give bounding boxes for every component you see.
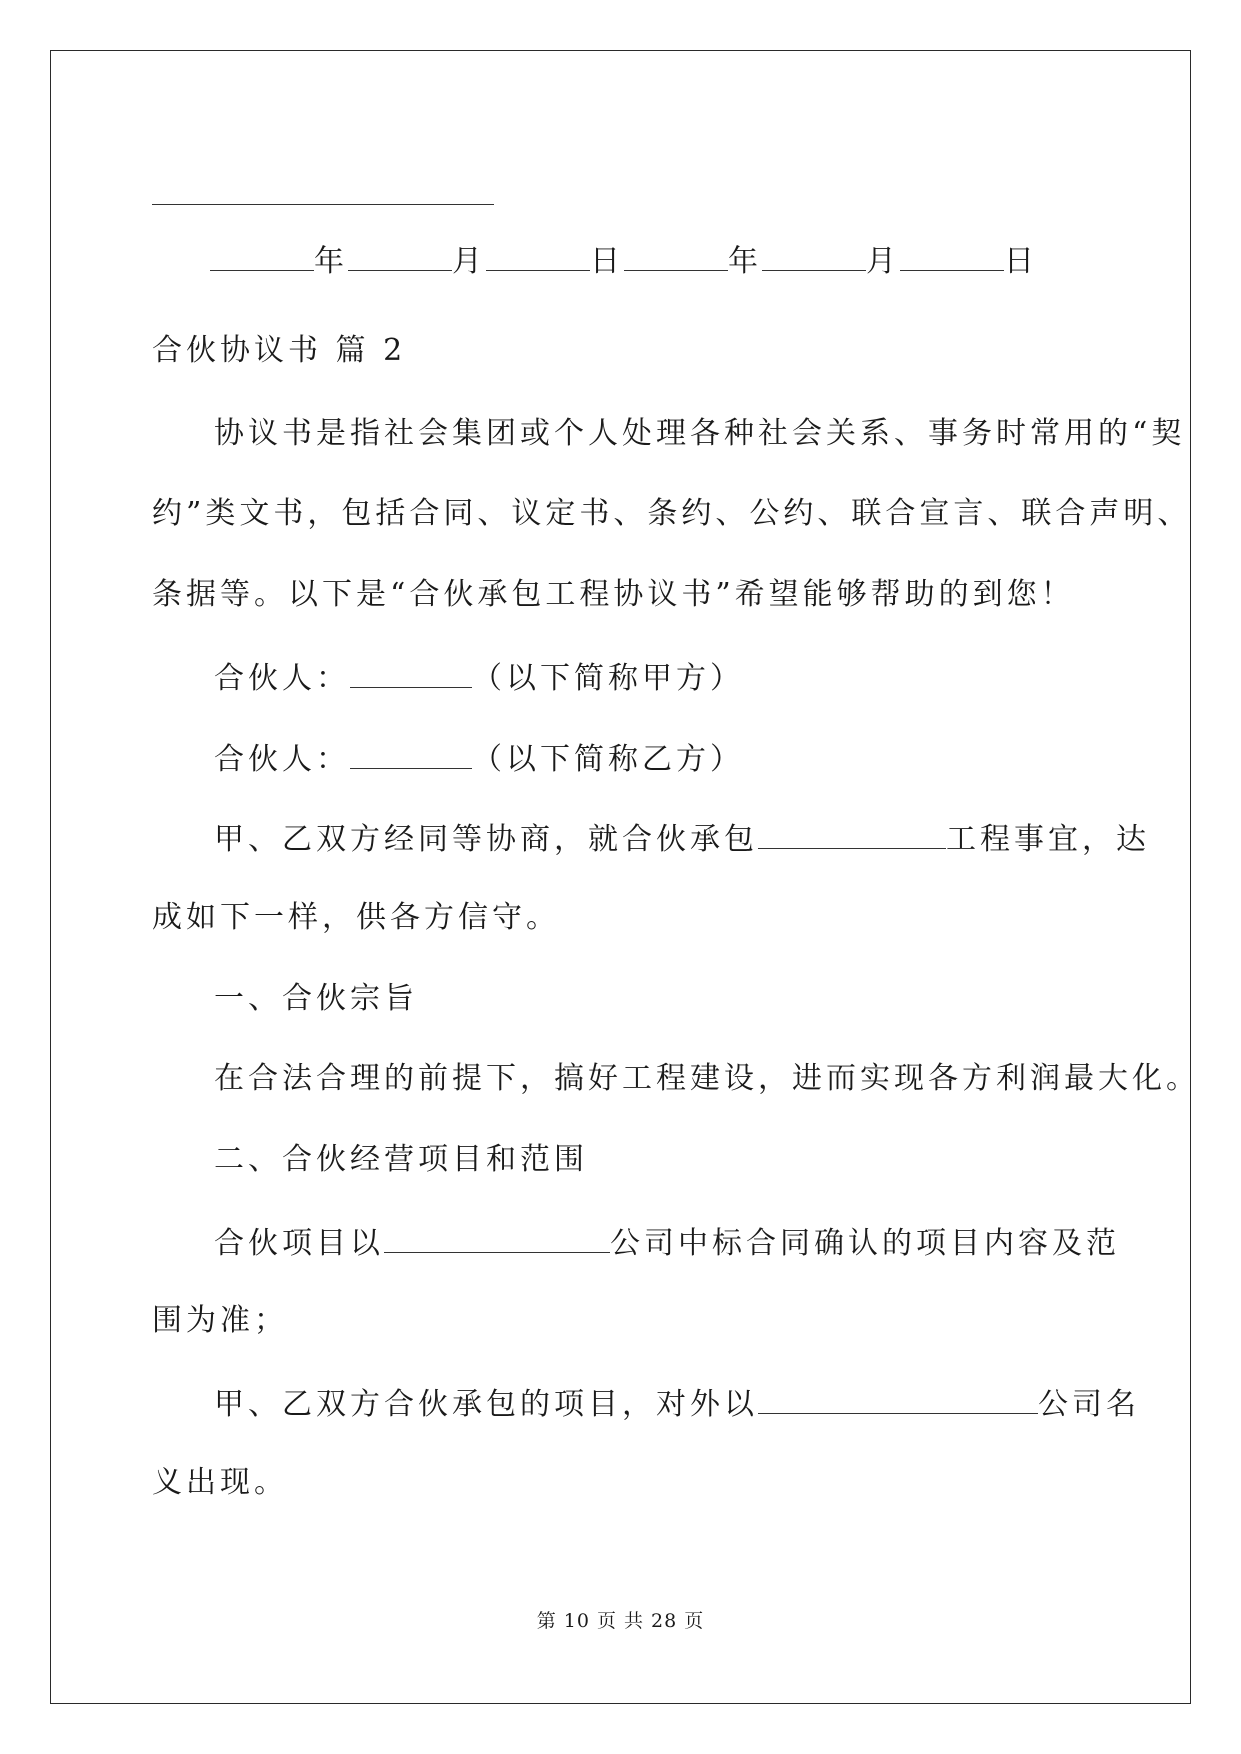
scope-text: 合伙项目以 bbox=[214, 1226, 384, 1261]
partner-a-blank bbox=[350, 661, 472, 688]
blank-month-1 bbox=[348, 244, 452, 271]
agreement-text: 工程事宜，达 bbox=[946, 822, 1150, 857]
date-month-label: 月 bbox=[452, 244, 486, 279]
external-line: 义出现。 bbox=[152, 1465, 288, 1500]
date-year-label: 年 bbox=[314, 244, 348, 279]
external-company-blank bbox=[758, 1387, 1038, 1414]
project-name-blank bbox=[758, 822, 946, 849]
signature-blank-line bbox=[152, 204, 494, 205]
blank-day-1 bbox=[486, 244, 590, 271]
external-text: 公司名 bbox=[1038, 1387, 1140, 1422]
partner-a-suffix: （以下简称甲方） bbox=[472, 661, 744, 696]
scope-line: 围为准； bbox=[152, 1303, 288, 1338]
company-name-blank bbox=[384, 1226, 610, 1253]
intro-paragraph-line: 协议书是指社会集团或个人处理各种社会关系、事务时常用的“契 bbox=[214, 416, 1186, 451]
purpose-text: 在合法合理的前提下，搞好工程建设，进而实现各方利润最大化。 bbox=[214, 1061, 1200, 1096]
partner-a-line bbox=[214, 661, 744, 694]
page-border bbox=[50, 50, 1191, 1704]
agreement-line: 成如下一样，供各方信守。 bbox=[152, 900, 560, 935]
agreement-line bbox=[214, 822, 1150, 855]
date-day-label: 日 bbox=[1004, 244, 1038, 279]
heading-purpose: 一、合伙宗旨 bbox=[214, 981, 418, 1016]
partner-b-suffix: （以下简称乙方） bbox=[472, 742, 744, 777]
partner-b-blank bbox=[350, 742, 472, 769]
date-month-label: 月 bbox=[866, 244, 900, 279]
partner-a-label: 合伙人： bbox=[214, 661, 350, 696]
scope-text: 公司中标合同确认的项目内容及范 bbox=[610, 1226, 1120, 1261]
heading-scope: 二、合伙经营项目和范围 bbox=[214, 1142, 588, 1177]
page-number-footer: 第 10 页 共 28 页 bbox=[536, 1610, 705, 1632]
partner-b-label: 合伙人： bbox=[214, 742, 350, 777]
blank-year-1 bbox=[210, 244, 314, 271]
blank-year-2 bbox=[624, 244, 728, 271]
external-text: 甲、乙双方合伙承包的项目，对外以 bbox=[214, 1387, 758, 1422]
partner-b-line bbox=[214, 742, 744, 775]
external-line bbox=[214, 1387, 1140, 1420]
date-year-label: 年 bbox=[728, 244, 762, 279]
intro-paragraph-line: 约”类文书，包括合同、议定书、条约、公约、联合宣言、联合声明、 bbox=[152, 496, 1192, 531]
section-title: 合伙协议书 篇 2 bbox=[152, 333, 407, 368]
date-line bbox=[210, 244, 1038, 277]
intro-paragraph-line: 条据等。以下是“合伙承包工程协议书”希望能够帮助的到您！ bbox=[152, 577, 1075, 612]
scope-line bbox=[214, 1226, 1120, 1259]
blank-day-2 bbox=[900, 244, 1004, 271]
blank-month-2 bbox=[762, 244, 866, 271]
agreement-text: 甲、乙双方经同等协商，就合伙承包 bbox=[214, 822, 758, 857]
date-day-label: 日 bbox=[590, 244, 624, 279]
